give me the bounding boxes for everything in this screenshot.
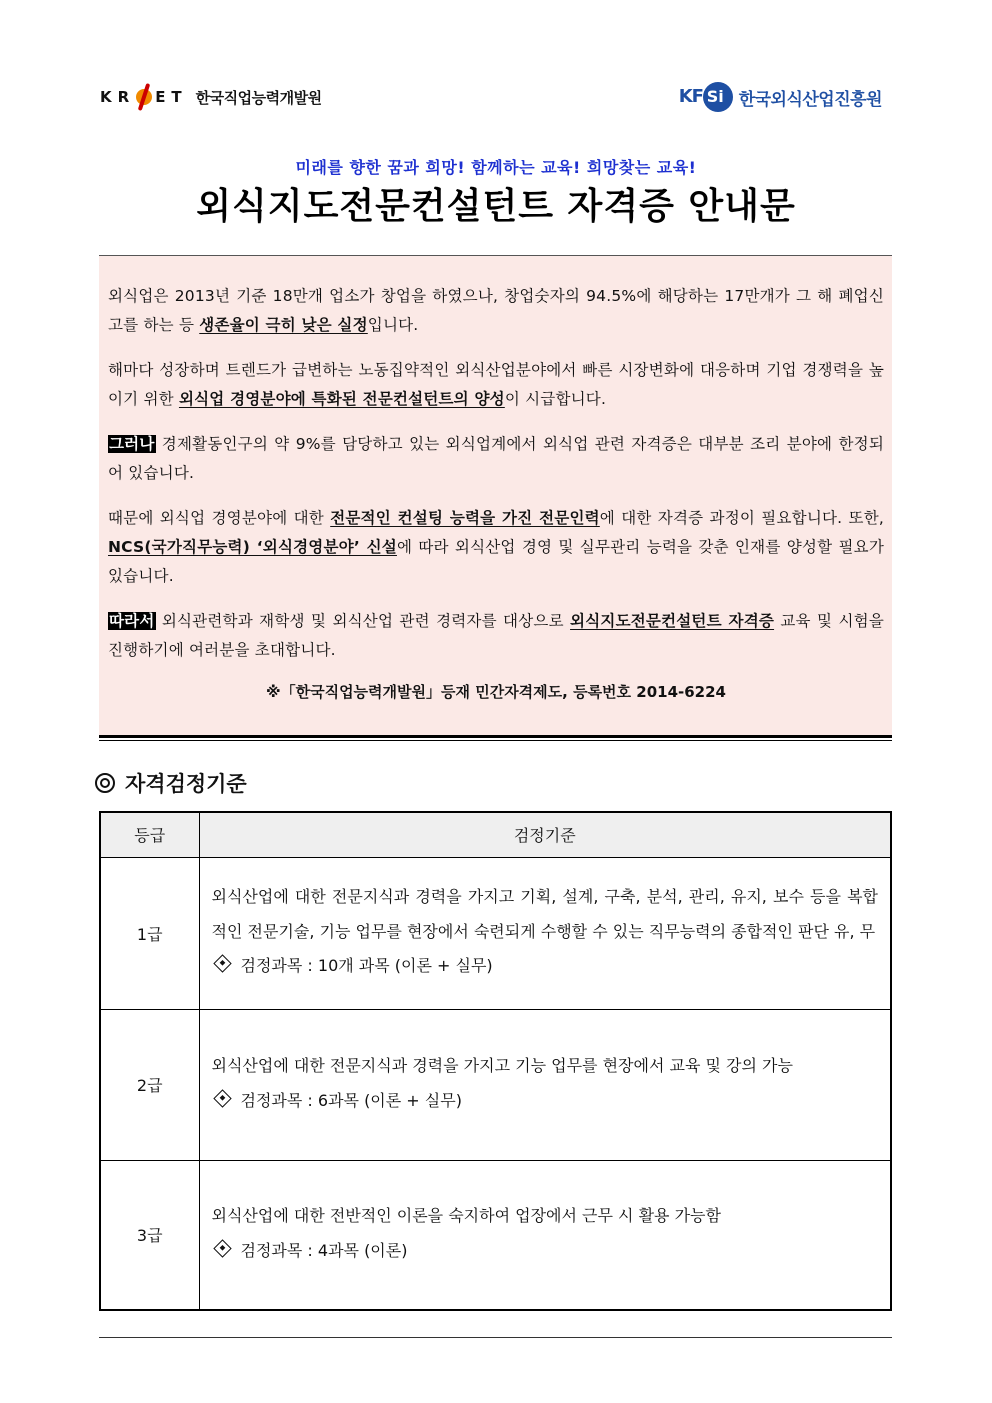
krivet-word-right: ET <box>155 88 188 106</box>
criteria-description: 외식산업에 대한 전문지식과 경력을 가지고 기능 업무를 현장에서 교육 및 강의 가능 <box>211 1056 793 1075</box>
divider <box>99 735 892 738</box>
intro-text: 교육 및 시험을 진행하기에 여러분을 초대합니다. <box>108 612 884 659</box>
table-row <box>100 857 891 1009</box>
intro-text: 해마다 성장하며 트렌드가 급변하는 노동집약적인 외식산업분야에서 빠른 시장변화에 대응하며 기업 경쟁력을 높이기 위한 <box>108 361 884 408</box>
krivet-name: 한국직업능력개발원 <box>195 88 322 107</box>
intro-text: 경제활동인구의 약 9%를 담당하고 있는 외식업계에서 외식업 관련 자격증은 대부분 조리 분야에 한정되어 있습니다. <box>108 435 884 482</box>
krivet-word-left: KR <box>100 88 136 106</box>
highlight-tag: 따라서 <box>109 612 155 630</box>
criteria-cell <box>199 1009 891 1160</box>
subjects-text: 검정과목 : 10개 과목 (이론 + 실무) <box>240 956 493 976</box>
registration-notice: ※「한국직업능력개발원」등재 민간자격제도, 등록번호 2014-6224 <box>266 683 726 701</box>
section-title: 자격검정기준 <box>125 772 247 796</box>
intro-box <box>99 255 892 735</box>
criteria-subjects <box>212 949 879 984</box>
table-header-row <box>100 812 891 857</box>
intro-text: 이 시급합니다. <box>504 390 607 408</box>
section-heading <box>95 768 247 798</box>
diamond-bullet-icon <box>213 1239 231 1257</box>
header-criteria: 검정기준 <box>199 812 891 857</box>
intro-emphasis: 전문적인 컨설팅 능력을 가진 전문인력 <box>330 509 600 527</box>
criteria-subjects <box>212 1084 879 1119</box>
intro-emphasis: 외식업 경영분야에 특화된 전문컨설턴트의 양성 <box>178 390 505 408</box>
intro-emphasis: NCS(국가직무능력) ‘외식경영분야’ 신설 <box>108 538 397 556</box>
intro-text: 입니다. <box>367 316 419 334</box>
intro-text: 에 따라 외식산업 경영 및 실무관리 능력을 갖춘 인재를 양성할 필요가 있습니다. <box>108 538 884 585</box>
page-title: 외식지도전문컨설턴트 자격증 안내문 <box>196 186 796 227</box>
kfsi-logo <box>679 80 882 114</box>
intro-paragraph-2 <box>108 356 884 414</box>
intro-emphasis: 생존율이 극히 낮은 실정 <box>199 316 368 334</box>
intro-text: 때문에 외식업 경영분야에 대한 <box>108 509 331 527</box>
kfsi-kf: KF <box>678 86 703 107</box>
criteria-cell <box>199 857 891 1009</box>
intro-text: 외식업은 2013년 기준 18만개 업소가 창업을 하였으나, 창업숫자의 94.5%에 해당하는 17만개가 그 해 폐업신고를 하는 등 <box>108 287 884 334</box>
intro-emphasis: 외식지도전문컨설턴트 자격증 <box>570 612 775 630</box>
kfsi-emblem-icon <box>679 82 735 112</box>
intro-paragraph-3 <box>108 430 884 488</box>
diamond-bullet-icon <box>213 1089 231 1107</box>
subjects-text: 검정과목 : 4과목 (이론) <box>240 1240 408 1260</box>
intro-text: 에 대한 자격증 과정이 필요합니다. 또한, <box>599 509 884 527</box>
table-row <box>100 1160 891 1310</box>
double-circle-icon <box>95 773 115 793</box>
subjects-text: 검정과목 : 6과목 (이론 + 실무) <box>240 1090 462 1110</box>
grade-cell: 2급 <box>100 1009 199 1160</box>
footer-divider <box>99 1337 892 1338</box>
criteria-cell <box>199 1160 891 1310</box>
grades-table <box>99 811 892 1311</box>
grade-cell: 1급 <box>100 857 199 1009</box>
diamond-bullet-icon <box>213 955 231 973</box>
table-row <box>100 1009 891 1160</box>
krivet-wordmark <box>100 83 188 111</box>
header-grade: 등급 <box>100 812 199 857</box>
criteria-description: 외식산업에 대한 전문지식과 경력을 가지고 기획, 설계, 구축, 분석, 관리, 유지, 보수 등을 복합적인 전문기술, 기능 업무를 현장에서 숙련되게 수행할 수 있는 직무능력의 종합적인 판단 유, 무 <box>211 887 878 941</box>
intro-paragraph-4 <box>108 504 884 591</box>
grade-cell: 3급 <box>100 1160 199 1310</box>
krivet-logo <box>100 82 322 112</box>
intro-paragraph-5 <box>108 607 884 665</box>
criteria-description: 외식산업에 대한 전반적인 이론을 숙지하여 업장에서 근무 시 활용 가능함 <box>211 1206 721 1226</box>
kfsi-name: 한국외식산업진흥원 <box>738 89 882 110</box>
criteria-subjects <box>212 1234 879 1269</box>
intro-paragraph-1 <box>108 282 884 340</box>
kfsi-si: Si <box>706 87 724 106</box>
slogan: 미래를 향한 꿈과 희망! 함께하는 교육! 희망찾는 교육! <box>295 158 697 177</box>
highlight-tag: 그러나 <box>109 435 155 453</box>
krivet-emblem-icon <box>135 83 153 111</box>
divider <box>99 740 892 741</box>
intro-text: 외식관련학과 재학생 및 외식산업 관련 경력자를 대상으로 <box>155 612 571 630</box>
